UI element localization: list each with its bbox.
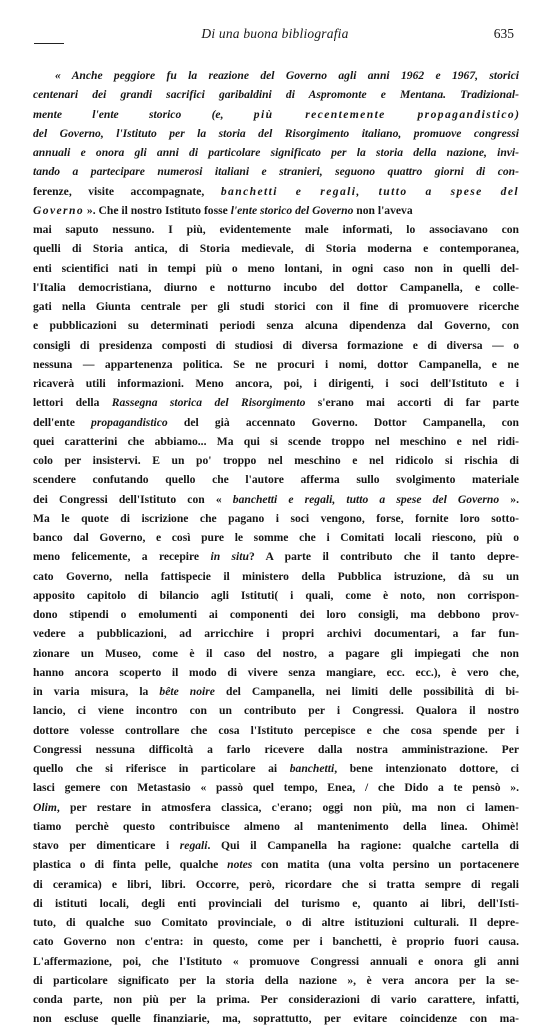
text-run: quello che si riferisce in particolare ai xyxy=(33,762,290,775)
text-run: l'ente storico del Governo xyxy=(230,203,354,217)
text-line xyxy=(33,952,519,971)
text-line xyxy=(33,105,519,124)
text-run: del Campanella, nei limiti delle possibilità di bi- xyxy=(214,685,519,698)
text-run: zionare un Museo, come è il caso del nostro, a pagare gli impiegati che non xyxy=(33,646,519,660)
text-run: apposito capitolo di bilancio agli Istituti( i quali, come è noto, non corrispon- xyxy=(33,588,519,602)
text-run: dono stipendi o emolumenti ai componenti dei loro consigli, ma debbono prov- xyxy=(33,608,519,621)
text-run: del Governo, l'Istituto per la storia del Risorgimento italiano, promuove congressi xyxy=(33,126,519,140)
text-line xyxy=(33,836,519,855)
text-run: banchetti e regali, tutto a spese del xyxy=(220,184,519,198)
text-run: , per restare in atmosfera classica, c'erano; oggi non più, ma non ci lamen- xyxy=(56,800,519,814)
text-run: e pubblicazioni su determinati periodi senza alcuna dipendenza dal Governo, con xyxy=(33,319,519,333)
text-run: L'affermazione, poi, che l'Istituto « promuove Congressi annuali e onora gli anni xyxy=(33,954,519,968)
text-run: di istituti locali, degli enti provinciali del turismo e, quanto ai libri, dell'Isti- xyxy=(33,896,519,910)
text-run: mente l'ente storico (e, xyxy=(33,107,254,121)
text-run: banco dal Governo, e così pure le somme che i Comitati locali riescono, più o xyxy=(33,531,519,544)
text-line xyxy=(33,528,519,547)
text-line xyxy=(33,605,519,624)
text-line xyxy=(33,85,519,104)
text-line xyxy=(33,278,519,297)
text-run: ». xyxy=(499,492,519,506)
text-run: tando a partecipare numerosi italiani e stranieri, seguono quattro giorni di con- xyxy=(33,165,519,179)
text-line xyxy=(33,894,519,913)
text-line xyxy=(33,759,519,778)
text-run: banchetti e regali, tutto a spese del Governo xyxy=(232,492,500,506)
text-line xyxy=(33,182,519,201)
text-line xyxy=(33,701,519,720)
text-line xyxy=(33,451,519,470)
text-run: ». Che il nostro Istituto fosse xyxy=(84,203,231,217)
text-run: colo per insistervi. E un po' troppo nel meschino e nel ridicolo si rischia di xyxy=(33,454,519,467)
text-line xyxy=(33,971,519,990)
text-run: in situ xyxy=(210,550,249,564)
text-run: Governo xyxy=(33,203,85,217)
text-run: quelli di Storia antica, di Storia medievale, di Storia moderna e contemporanea, xyxy=(33,242,519,256)
text-run: Olim xyxy=(33,800,57,814)
text-line xyxy=(33,567,519,586)
text-line xyxy=(33,124,519,143)
text-run: scendere confutando quello che l'autore afferma sullo svolgimento materiale xyxy=(33,473,519,487)
text-run: lancio, ci viene incontro con un contributo per i Congressi. Qualora il nostro xyxy=(33,704,519,718)
text-run: nessuna — appartenenza politica. Se ne procuri i nomi, dottor Campanella, e ne xyxy=(33,357,519,371)
text-line xyxy=(33,586,519,605)
text-run: Congressi nessuna difficoltà a farlo ricevere dalla nostra amministrazione. Per xyxy=(33,742,519,756)
page-number: 635 xyxy=(493,26,514,41)
text-line xyxy=(33,663,519,682)
text-line xyxy=(33,143,519,162)
text-run: stavo per dimenticare i xyxy=(33,839,180,852)
text-run: del già accennato Governo. Dottor Campanella, con xyxy=(167,415,519,429)
text-line xyxy=(33,297,519,316)
text-line xyxy=(33,817,519,836)
text-run: bête noire xyxy=(159,685,215,698)
text-run: annuali e onora gli anni di particolare significato per la storia della nazione, invi- xyxy=(33,146,519,159)
text-run: dell'ente xyxy=(33,415,92,429)
text-line xyxy=(33,875,519,894)
text-line xyxy=(33,336,519,355)
running-title: Di una buona bibliografia xyxy=(201,26,349,41)
text-run: cato Governo, nella fattispecie il ministero della Pubblica istruzione, dà su un xyxy=(33,569,519,583)
text-line xyxy=(33,624,519,643)
text-line xyxy=(33,932,519,951)
text-run: enti scientifici nati in tempi più o meno lontani, in ogni caso non in quelli del- xyxy=(33,261,519,275)
text-run: . Qui il Campanella ha ragione: qualche cartella di xyxy=(207,839,519,852)
text-run: l'Italia democristiana, diurno e notturno incubo del dottor Campanella, e colle- xyxy=(33,280,519,294)
text-run: ricaverà utili informazioni. Meno ancora, poi, i dirigenti, i soci dell'Istituto e i xyxy=(33,377,519,390)
text-run: di ceramica) e libri, libri. Occorre, però, ricordare che si tratta sempre di regali xyxy=(33,877,519,891)
text-run: cato Governo non c'entra: in questo, come per i banchetti, è proprio fuori causa. xyxy=(33,935,519,949)
text-run: meno felicemente, a recepire xyxy=(33,550,211,564)
text-run: Rassegna storica del Risorgimento xyxy=(111,396,306,410)
text-line xyxy=(33,547,519,566)
text-run: s'erano mai accorti di far parte xyxy=(305,396,519,410)
text-run: conda parte, non più per la prima. Per considerazioni di vario carattere, infatti, xyxy=(33,993,519,1006)
text-run: ? A parte il contributo che il tanto depre- xyxy=(248,550,519,564)
text-line xyxy=(33,355,519,374)
text-run: tiamo perchè questo contribuisce almeno al mantenimento della linea. Ohimè! xyxy=(33,819,519,833)
text-line xyxy=(33,259,519,278)
text-run: vedere a pubblicazioni, ad arricchire i propri archivi documentari, a far fun- xyxy=(33,627,519,641)
body-text xyxy=(33,66,519,1029)
text-line xyxy=(33,490,519,509)
text-run: banchetti xyxy=(289,762,335,775)
text-run: « Anche peggiore fu la reazione del Governo agli anni 1962 e 1967, storici xyxy=(55,69,519,82)
text-run: in varia misura, la xyxy=(33,685,160,698)
text-run: lasci gemere con Metastasio « passò quel tempo, Enea, / che Dido a te pensò ». xyxy=(33,781,519,795)
text-run: dottore volesse controllare che cosa l'Istituto percepisce e che cosa spende per i xyxy=(33,723,519,737)
header-rule xyxy=(34,43,64,44)
text-line xyxy=(33,1009,519,1028)
text-run: , bene intenzionato dottore, ci xyxy=(334,762,519,775)
text-line xyxy=(33,990,519,1009)
text-run: gati nella Giunta centrale per gli studi storici con il fine di promuovere ricerche xyxy=(33,300,519,313)
text-run: ) xyxy=(515,107,519,121)
text-line xyxy=(33,374,519,393)
text-run: plastica o di finta pelle, qualche xyxy=(33,858,228,872)
text-run: centenari dei grandi sacrifici garibaldini di Aspromonte e Mentana. Tradizional- xyxy=(33,88,519,102)
text-run: tuto, di qualche suo Comitato provinciale, o di altre istituzioni culturali. Il depre- xyxy=(33,916,519,929)
text-line xyxy=(33,201,519,220)
text-line xyxy=(33,855,519,874)
text-line xyxy=(33,721,519,740)
text-line xyxy=(33,66,519,85)
text-line xyxy=(33,740,519,759)
text-line xyxy=(33,413,519,432)
text-line xyxy=(33,798,519,817)
text-run: consigli di presidenza composti di studiosi di diversa formazione e di diversa — o xyxy=(33,338,519,352)
text-run: di particolare significato per la storia della nazione », è vera ancora per la se- xyxy=(33,973,519,987)
text-run: più recentemente propagandistico xyxy=(253,107,516,121)
text-run: ferenze, visite accompagnate, xyxy=(33,184,221,198)
text-line xyxy=(33,316,519,335)
text-run: non l'aveva xyxy=(353,203,413,217)
text-run: Ma le quote di iscrizione che pagano i soci vengono, forse, fornite loro sotto- xyxy=(33,511,519,525)
text-line xyxy=(33,913,519,932)
text-line xyxy=(33,778,519,797)
text-line xyxy=(33,682,519,701)
text-run: quei caratterini che abbiamo... Ma qui si scende troppo nel meschino e nel ridi- xyxy=(33,434,519,448)
text-run: lettori della xyxy=(33,396,112,410)
text-line xyxy=(33,509,519,528)
text-line xyxy=(33,162,519,181)
text-run: propagandistico xyxy=(91,415,168,429)
text-line xyxy=(33,470,519,489)
text-line xyxy=(33,239,519,258)
text-line xyxy=(33,432,519,451)
text-run: dei Congressi dell'Istituto con « xyxy=(33,492,233,506)
text-run: non escluse quelle finanziarie, ma, soprattutto, per evitare coincidenze con ma- xyxy=(33,1012,519,1026)
text-run: regali xyxy=(179,839,208,852)
text-line xyxy=(33,220,519,239)
text-run: hanno ancora scoperto il modo di vivere senza mangiare, ecc. ecc.), è vero che, xyxy=(33,665,519,679)
text-run: notes xyxy=(227,858,253,872)
text-run: con matita (una volta persino un portacenere xyxy=(252,858,519,872)
text-run: mai saputo nessuno. I più, evidentemente male informati, lo associavano con xyxy=(33,223,519,236)
text-line xyxy=(33,644,519,663)
text-line xyxy=(33,393,519,412)
